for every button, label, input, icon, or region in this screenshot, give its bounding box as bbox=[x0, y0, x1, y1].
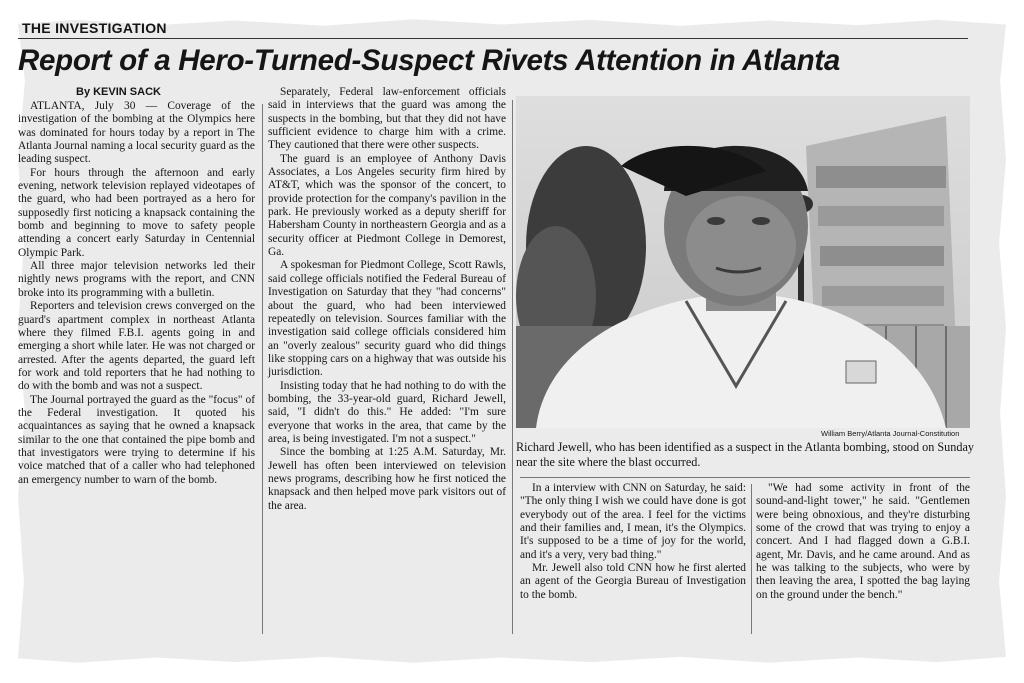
kicker-rule bbox=[18, 38, 968, 39]
paragraph: All three major television networks led their nightly news programs with the report, and CNN broke into its programming with a bulletin. bbox=[18, 260, 255, 299]
headline: Report of a Hero-Turned-Suspect Rivets Attention in Atlanta bbox=[18, 44, 841, 77]
paragraph: Insisting today that he had nothing to do with the bombing, the 33-year-old guard, Richard Jewell, said, "I didn't do this." He added: "I'm sure everyone that works in the area, that came by the area, is being investigated. I'm not a suspect." bbox=[268, 379, 506, 445]
article-column-4 bbox=[756, 482, 970, 640]
byline: By KEVIN SACK bbox=[76, 86, 161, 98]
paragraph: Separately, Federal law-enforcement officials said in interviews that the guard was among the suspects in the bombing, but that they did not have sufficient evidence to charge him with a crime. They cautioned that there were other suspects. bbox=[268, 86, 506, 152]
photo-credit: William Berry/Atlanta Journal-Constitution bbox=[821, 429, 960, 438]
photo-richard-jewell bbox=[516, 96, 970, 428]
column-divider bbox=[512, 100, 513, 634]
paragraph: In a interview with CNN on Saturday, he said: "The only thing I wish we could have done is got everybody out of the area. I feel for the victims and their families and, I mean, it's the Olympics. It's supposed to be a time of joy for the world, and it's a very, very bad thing." bbox=[520, 482, 746, 561]
paragraph: ATLANTA, July 30 — Coverage of the investigation of the bombing at the Olympics here was dominated for hours today by a report in The Atlanta Journal naming a local security guard as the leading suspect. bbox=[18, 100, 255, 166]
paragraph: Reporters and television crews converged on the guard's apartment complex in northeast Atlanta where they filmed F.B.I. agents going in and emerging a short while later. He was not charged or arrested. After the agents departed, the guard left for work and told reporters that he had nothing to do with the bomb and was not a suspect. bbox=[18, 300, 255, 393]
paragraph: "We had some activity in front of the sound-and-light tower," he said. "Gentlemen were being obnoxious, and they're disturbing some of the crowd that was trying to enjoy a concert. And I had flagged down a G.B.I. agent, Mr. Davis, and he came around. And as he was talking to the subjects, who were by then leaving the area, I spotted the bag laying on the ground under the bench." bbox=[756, 482, 970, 601]
article-column-1 bbox=[18, 100, 255, 640]
paragraph: For hours through the afternoon and early evening, network television replayed videotapes of the guard, who had been portrayed as a hero for supposedly first noticing a knapsack containing the bomb and beginning to move to safety people attending a concert early Saturday in Centennial Olympic Park. bbox=[18, 166, 255, 259]
article-column-3 bbox=[520, 482, 746, 640]
section-kicker: THE INVESTIGATION bbox=[22, 20, 167, 36]
article-column-2 bbox=[268, 86, 506, 640]
photo-illustration bbox=[516, 96, 970, 428]
paragraph: Since the bombing at 1:25 A.M. Saturday, Mr. Jewell has often been interviewed on television news programs, describing how he first noticed the knapsack and then helped move park visitors out of the area. bbox=[268, 446, 506, 512]
paragraph: The Journal portrayed the guard as the "focus" of the Federal investigation. It quoted his acquaintances as saying that he owned a knapsack similar to the one that contained the pipe bomb and that investigators were trying to determine if his voice matched that of a caller who had telephoned an emergency number to warn of the bomb. bbox=[18, 393, 255, 486]
paragraph: The guard is an employee of Anthony Davis Associates, a Los Angeles security firm hired by AT&T, which was the sponsor of the concert, to provide protection for the company's pavilion in the park. He previously worked as a deputy sheriff for Habersham County in northeastern Georgia and as a security officer at Piedmont College in Demorest, Ga. bbox=[268, 152, 506, 259]
caption-rule bbox=[520, 477, 970, 478]
column-divider bbox=[751, 484, 752, 634]
photo-caption: Richard Jewell, who has been identified as a suspect in the Atlanta bombing, stood on Sunday near the site where the blast occurred. bbox=[516, 440, 974, 469]
column-divider bbox=[262, 104, 263, 634]
paragraph: A spokesman for Piedmont College, Scott Rawls, said college officials notified the Federal Bureau of Investigation on Saturday that they "had concerns" about the guard, who had been interviewed repeatedly on television. Sources familiar with the investigation said college officials considered him an "overly zealous" security guard who did things like stopping cars on a highway that was outside his jurisdiction. bbox=[268, 259, 506, 379]
paragraph: Mr. Jewell also told CNN how he first alerted an agent of the Georgia Bureau of Investigation to the bomb. bbox=[520, 562, 746, 601]
